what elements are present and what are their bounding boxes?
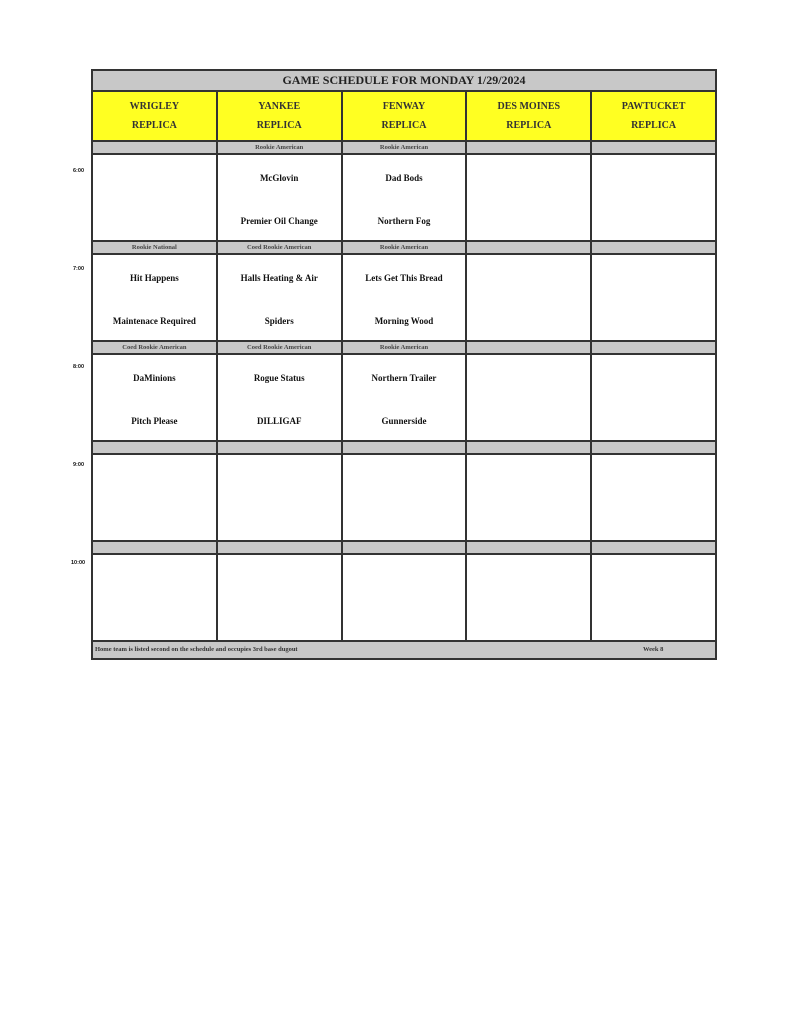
game-slot-row — [93, 155, 715, 242]
game-cell — [467, 155, 592, 240]
venue-header-row — [93, 92, 715, 142]
venue-header — [218, 92, 343, 140]
division-label — [592, 542, 715, 553]
venue-type: REPLICA — [506, 120, 552, 131]
division-label — [592, 442, 715, 453]
division-label: Rookie American — [218, 142, 343, 153]
division-label — [93, 542, 218, 553]
time-label: 7:00 — [73, 266, 85, 272]
division-row — [93, 442, 715, 455]
home-team: Pitch Please — [131, 416, 178, 426]
division-label: Coed Rookie American — [218, 342, 343, 353]
division-row — [93, 342, 715, 355]
division-label: Rookie National — [93, 242, 218, 253]
venue-name: YANKEE — [258, 101, 301, 112]
game-cell — [218, 455, 343, 540]
game-cell — [467, 555, 592, 640]
home-team: Morning Wood — [374, 316, 434, 326]
game-cell — [218, 555, 343, 640]
time-label: 9:00 — [73, 462, 85, 468]
division-label: Rookie American — [343, 342, 468, 353]
game-cell — [93, 355, 218, 440]
venue-header — [93, 92, 218, 140]
game-slot-row — [93, 555, 715, 642]
division-label — [592, 342, 715, 353]
division-label: Coed Rookie American — [93, 342, 218, 353]
game-cell — [93, 555, 218, 640]
game-cell — [467, 455, 592, 540]
schedule-table — [91, 69, 717, 660]
game-cell — [93, 155, 218, 240]
game-cell — [218, 255, 343, 340]
game-cell — [218, 155, 343, 240]
division-label — [343, 542, 468, 553]
game-cell — [592, 555, 715, 640]
division-label — [467, 242, 592, 253]
division-label — [592, 242, 715, 253]
division-label — [467, 342, 592, 353]
division-row — [93, 542, 715, 555]
game-cell — [343, 155, 468, 240]
division-label — [467, 142, 592, 153]
division-label — [592, 142, 715, 153]
schedule-title: GAME SCHEDULE FOR MONDAY 1/29/2024 — [93, 71, 715, 92]
division-row — [93, 242, 715, 255]
game-cell — [343, 555, 468, 640]
venue-name: PAWTUCKET — [621, 101, 686, 112]
venue-type: REPLICA — [631, 120, 677, 131]
home-team: Northern Fog — [377, 216, 431, 226]
game-slot-row — [93, 455, 715, 542]
away-team: Dad Bods — [385, 173, 423, 183]
division-label — [343, 442, 468, 453]
game-cell — [592, 255, 715, 340]
home-team: Maintenace Required — [112, 316, 196, 326]
division-label — [467, 442, 592, 453]
venue-type: REPLICA — [131, 120, 177, 131]
week-label: Week 8 — [643, 646, 664, 653]
division-label: Rookie American — [343, 242, 468, 253]
venue-name: DES MOINES — [497, 101, 561, 112]
division-label — [218, 542, 343, 553]
game-cell — [343, 455, 468, 540]
game-cell — [93, 455, 218, 540]
game-cell — [592, 155, 715, 240]
time-label: 6:00 — [73, 168, 85, 174]
home-team: DILLIGAF — [256, 416, 302, 426]
venue-name: WRIGLEY — [129, 101, 180, 112]
home-team: Spiders — [264, 316, 294, 326]
away-team: Northern Trailer — [371, 373, 437, 383]
game-cell — [218, 355, 343, 440]
venue-type: REPLICA — [256, 120, 302, 131]
home-team: Gunnerside — [381, 416, 427, 426]
division-label — [467, 542, 592, 553]
game-cell — [592, 455, 715, 540]
division-label — [93, 142, 218, 153]
division-label: Rookie American — [343, 142, 468, 153]
game-slot-row — [93, 255, 715, 342]
venue-name: FENWAY — [382, 101, 426, 112]
game-cell — [343, 355, 468, 440]
division-label — [93, 442, 218, 453]
division-label: Coed Rookie American — [218, 242, 343, 253]
game-cell — [467, 355, 592, 440]
away-team: Halls Heating & Air — [240, 273, 318, 283]
venue-header — [343, 92, 468, 140]
away-team: McGlovin — [259, 173, 299, 183]
away-team: Rogue Status — [253, 373, 305, 383]
game-slot-row — [93, 355, 715, 442]
division-label — [218, 442, 343, 453]
game-cell — [592, 355, 715, 440]
game-cell — [343, 255, 468, 340]
schedule-footer — [93, 642, 715, 658]
venue-header — [592, 92, 715, 140]
venue-header — [467, 92, 592, 140]
time-label: 10:00 — [71, 560, 86, 566]
time-label: 8:00 — [73, 364, 85, 370]
away-team: Lets Get This Bread — [365, 273, 443, 283]
away-team: DaMinions — [133, 373, 176, 383]
home-team: Premier Oil Change — [240, 216, 318, 226]
division-row — [93, 142, 715, 155]
game-cell — [93, 255, 218, 340]
away-team: Hit Happens — [130, 273, 179, 283]
venue-type: REPLICA — [381, 120, 427, 131]
game-cell — [467, 255, 592, 340]
home-team-note: Home team is listed second on the schedule and occupies 3rd base dugout — [95, 646, 298, 653]
